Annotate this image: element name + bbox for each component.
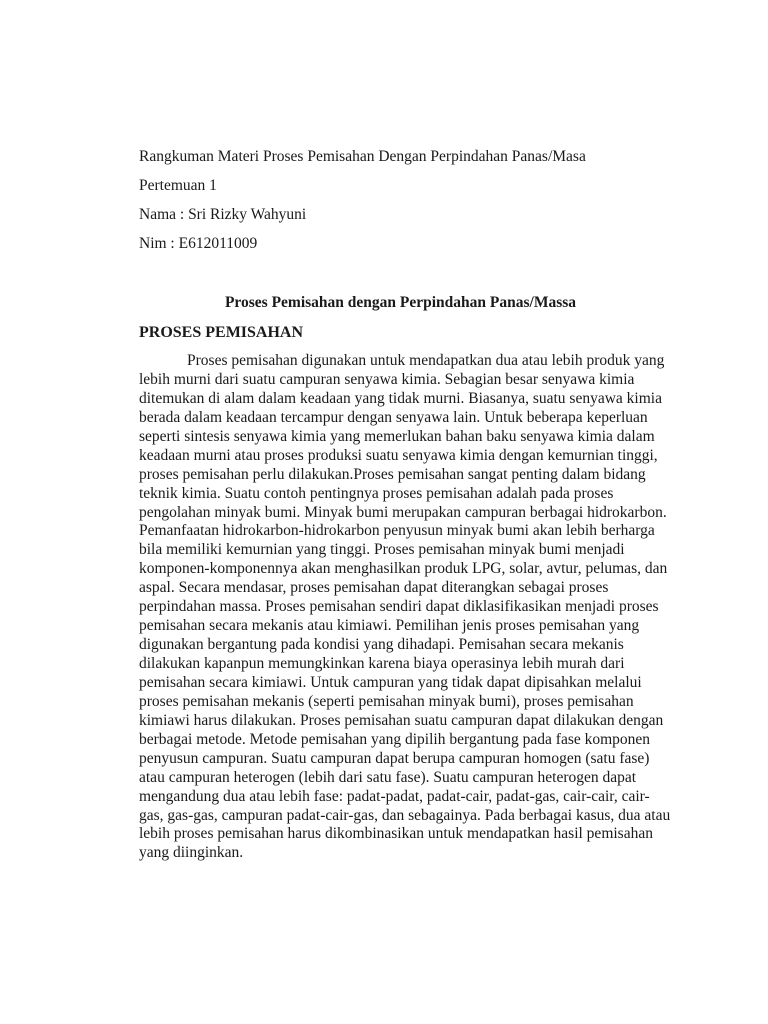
paragraph-line: perpindahan massa. Proses pemisahan sendiri dapat diklasifikasikan menjadi proses [139, 598, 659, 616]
paragraph-line: pengolahan minyak bumi. Minyak bumi merupakan campuran berbagai hidrokarbon. [139, 503, 667, 521]
paragraph-line: ditemukan di alam dalam keadaan yang tidak murni. Biasanya, suatu senyawa kimia [139, 389, 662, 407]
paragraph-line: teknik kimia. Suatu contoh pentingnya proses pemisahan adalah pada proses [139, 484, 614, 502]
paragraph-line: penyusun campuran. Suatu campuran dapat berupa campuran homogen (satu fase) [139, 749, 650, 767]
paragraph-line: digunakan bergantung pada kondisi yang dihadapi. Pemisahan secara mekanis [139, 636, 624, 654]
paragraph-line: bila memiliki kemurnian yang tinggi. Proses pemisahan minyak bumi menjadi [139, 541, 625, 559]
paragraph-line: Pemanfaatan hidrokarbon-hidrokarbon penyusun minyak bumi akan lebih berharga [139, 522, 655, 540]
paragraph-line: dilakukan kapanpun memungkinkan karena biaya operasinya lebih murah dari [139, 655, 625, 672]
paragraph-line: lebih murni dari suatu campuran senyawa kimia. Sebagian besar senyawa kimia [139, 370, 635, 388]
section-heading: PROSES PEMISAHAN [139, 324, 304, 341]
paragraph-line: pemisahan secara kimiawi. Untuk campuran yang tidak dapat dipisahkan melalui [139, 673, 642, 691]
body-paragraph [139, 352, 679, 863]
paragraph-line: lebih proses pemisahan harus dikombinasikan untuk mendapatkan hasil pemisahan [139, 825, 653, 843]
paragraph-line: mengandung dua atau lebih fase: padat-padat, padat-cair, padat-gas, cair-cair, cair- [139, 787, 650, 805]
student-id: Nim : E612011009 [139, 235, 258, 252]
paragraph-line: proses pemisahan perlu dilakukan.Proses pemisahan sangat penting dalam bidang [139, 465, 646, 483]
paragraph-line: proses pemisahan mekanis (seperti pemisahan minyak bumi), proses pemisahan [139, 692, 634, 710]
paragraph-line: komponen-komponennya akan menghasilkan produk LPG, solar, avtur, pelumas, dan [139, 560, 668, 578]
paragraph-line: yang diinginkan. [139, 844, 244, 862]
meeting-number: Pertemuan 1 [139, 177, 217, 194]
paragraph-line: berada dalam keadaan tercampur dengan senyawa lain. Untuk beberapa keperluan [139, 408, 648, 426]
paragraph-line: gas, gas-gas, campuran padat-cair-gas, dan sebagainya. Pada berbagai kasus, dua atau [139, 806, 671, 824]
document-heading: Proses Pemisahan dengan Perpindahan Panas/Massa [224, 294, 577, 311]
paragraph-line: Proses pemisahan digunakan untuk mendapatkan dua atau lebih produk yang [187, 352, 665, 369]
paragraph-line: keadaan murni atau proses produksi suatu senyawa kimia dengan kemurnian tinggi, [139, 446, 658, 464]
author-name: Nama : Sri Rizky Wahyuni [139, 206, 307, 223]
paragraph-line: kimiawi harus dilakukan. Proses pemisahan suatu campuran dapat dilakukan dengan [139, 711, 664, 729]
document-title: Rangkuman Materi Proses Pemisahan Dengan Perpindahan Panas/Masa [139, 148, 586, 165]
paragraph-line: pemisahan secara mekanis atau kimiawi. Pemilihan jenis proses pemisahan yang [139, 617, 640, 635]
paragraph-line: atau campuran heterogen (lebih dari satu fase). Suatu campuran heterogen dapat [139, 768, 637, 786]
paragraph-line: aspal. Secara mendasar, proses pemisahan dapat diterangkan sebagai proses [139, 579, 609, 597]
paragraph-line: berbagai metode. Metode pemisahan yang dipilih bergantung pada fase komponen [139, 730, 651, 748]
paragraph-line: seperti sintesis senyawa kimia yang memerlukan bahan baku senyawa kimia dalam [139, 427, 655, 445]
